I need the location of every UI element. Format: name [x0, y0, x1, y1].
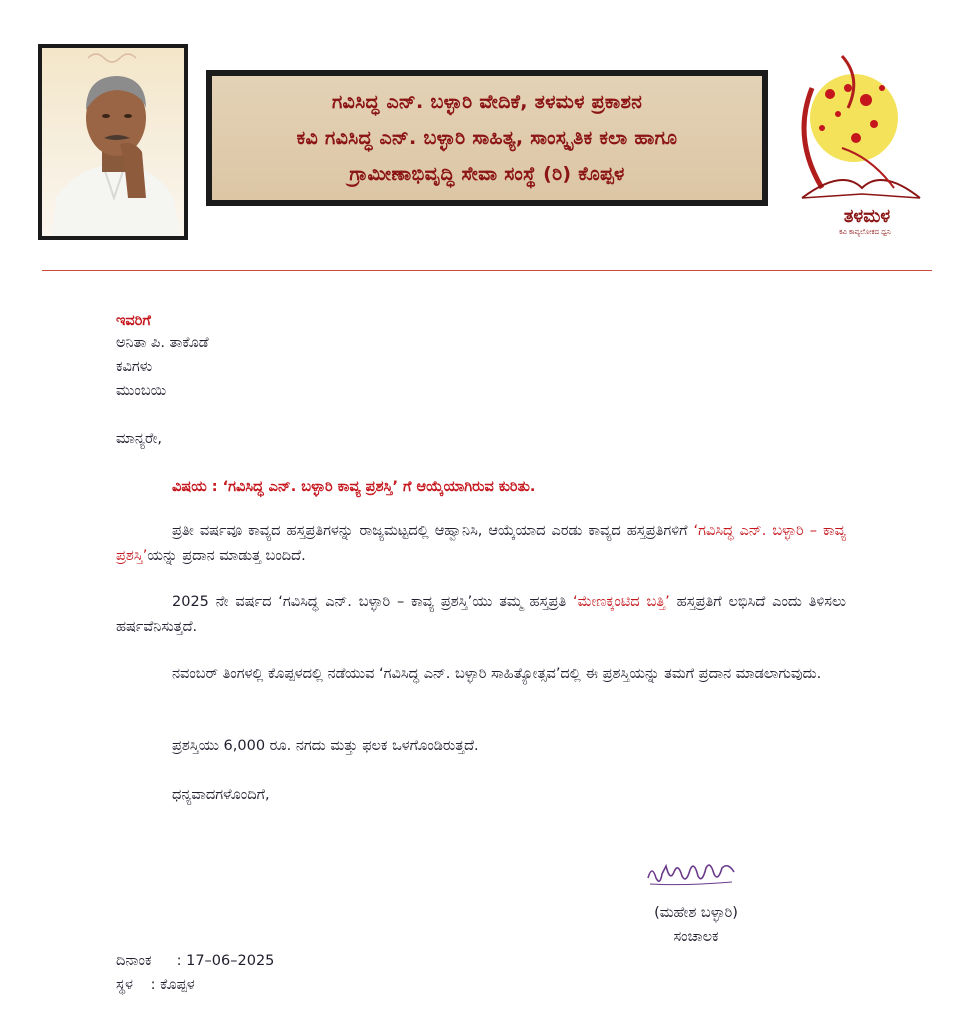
org-title-line-3: ಗ್ರಾಮೀಣಾಭಿವೃದ್ಧಿ ಸೇವಾ ಸಂಸ್ಥೆ (ರಿ) ಕೊಪ್ಪಳ — [349, 163, 625, 185]
logo-tagline: ಕವಿ ಕಾವ್ಯಲೋಕದ ಧ್ವನಿ — [839, 228, 891, 236]
header-divider — [42, 270, 932, 271]
place-row: ಸ್ಥಳ : ಕೊಪ್ಪಳ — [116, 974, 195, 996]
org-title-line-1: ಗವಿಸಿದ್ಧ ಎನ್. ಬಳ್ಳಾರಿ ವೇದಿಕೆ, ತಳಮಳ ಪ್ರಕಾಶನ — [331, 91, 643, 113]
talamala-logo — [782, 48, 932, 238]
founder-portrait — [38, 44, 188, 240]
portrait-illustration — [42, 48, 184, 236]
manuscript-title-highlight: ‘ಮೇಣಕ್ಕಂಟಿದ ಬತ್ತಿ’ — [573, 594, 670, 610]
recipient-name: ಅನಿತಾ ಪಿ. ತಾಕೊಡೆ — [116, 335, 209, 351]
paragraph-2-text-b: ಹಸ್ತಪ್ರತಿಗೆ ಲಭಿಸಿದೆ ಎಂದು ತಿಳಿಸಲು ಹರ್ಷವೆನಿಸುತ್ತದೆ. — [116, 594, 846, 635]
paragraph-2-text-a: 2025 ನೇ ವರ್ಷದ ‘ಗವಿಸಿದ್ಧ ಎನ್. ಬಳ್ಳಾರಿ – ಕಾವ್ಯ ಪ್ರಶಸ್ತಿ’ಯು ತಮ್ಮ ಹಸ್ತಪ್ರತಿ — [172, 594, 573, 610]
org-title-line-2: ಕವಿ ಗವಿಸಿದ್ಧ ಎನ್. ಬಳ್ಳಾರಿ ಸಾಹಿತ್ಯ, ಸಾಂಸ್ಕೃತಿಕ ಕಲಾ ಹಾಗೂ — [296, 127, 678, 149]
greeting: ಮಾನ್ಯರೇ, — [116, 431, 163, 447]
logo-wordmark: ತಳಮಳ — [843, 206, 891, 227]
place-value: ಕೊಪ್ಪಳ — [160, 977, 195, 993]
closing-line: ಧನ್ಯವಾದಗಳೊಂದಿಗೆ, — [172, 787, 270, 803]
body-paragraph-2 — [116, 590, 846, 640]
letter-subject: ವಿಷಯ : ‘ಗವಿಸಿದ್ಧ ಎನ್. ಬಳ್ಳಾರಿ ಕಾವ್ಯ ಪ್ರಶಸ್ತಿ’ ಗೆ ಆಯ್ಕೆಯಾಗಿರುವ ಕುರಿತು. — [172, 479, 536, 495]
body-paragraph-1 — [116, 519, 846, 569]
date-value: 17–06–2025 — [186, 953, 275, 969]
body-paragraph-3: ನವಂಬರ್ ತಿಂಗಳಲ್ಲಿ ಕೊಪ್ಪಳದಲ್ಲಿ ನಡೆಯುವ ‘ಗವಿಸಿದ್ಧ ಎನ್. ಬಳ್ಳಾರಿ ಸಾಹಿತ್ಯೋತ್ಸವ’ದಲ್ಲಿ ಈ ಪ್ರಶಸ್ತಿಯನ್ನು ತಮಗೆ ಪ್ರದಾನ ಮಾಡಲಾಗುವುದು. — [172, 666, 822, 682]
award-name-highlight: ‘ಗವಿಸಿದ್ಧ ಎನ್. ಬಳ್ಳಾರಿ – ಕಾವ್ಯ ಪ್ರಶಸ್ತಿ’ — [116, 523, 846, 564]
date-row: ದಿನಾಂಕ : 17–06–2025 — [116, 950, 274, 972]
place-label: ಸ್ಥಳ — [116, 977, 134, 993]
signatory-designation: ಸಂಚಾಲಕ — [673, 929, 719, 945]
recipient-designation: ಕವಿಗಳು — [116, 359, 153, 375]
organization-title-box — [206, 70, 768, 206]
paragraph-1-text-b: ಯನ್ನು ಪ್ರದಾನ ಮಾಡುತ್ತ ಬಂದಿದೆ. — [147, 548, 306, 564]
date-label: ದಿನಾಂಕ — [116, 953, 152, 969]
recipient-place: ಮುಂಬಯಿ — [116, 383, 167, 399]
handwritten-signature — [644, 856, 740, 890]
signatory-name: (ಮಹೇಶ ಬಳ್ಳಾರಿ) — [654, 905, 738, 921]
paragraph-1-text-a: ಪ್ರತೀ ವರ್ಷವೂ ಕಾವ್ಯದ ಹಸ್ತಪ್ರತಿಗಳನ್ನು ರಾಜ್ಯಮಟ್ಟದಲ್ಲಿ ಆಹ್ವಾನಿಸಿ, ಆಯ್ಕೆಯಾದ ಎರಡು ಕಾವ್ಯದ ಹಸ್ತಪ್ರತಿಗಳಿಗೆ — [172, 523, 694, 539]
body-paragraph-4: ಪ್ರಶಸ್ತಿಯು 6,000 ರೂ. ನಗದು ಮತ್ತು ಫಲಕ ಒಳಗೊಂಡಿರುತ್ತದೆ. — [172, 738, 479, 754]
recipient-to-label: ಇವರಿಗೆ — [116, 313, 151, 329]
